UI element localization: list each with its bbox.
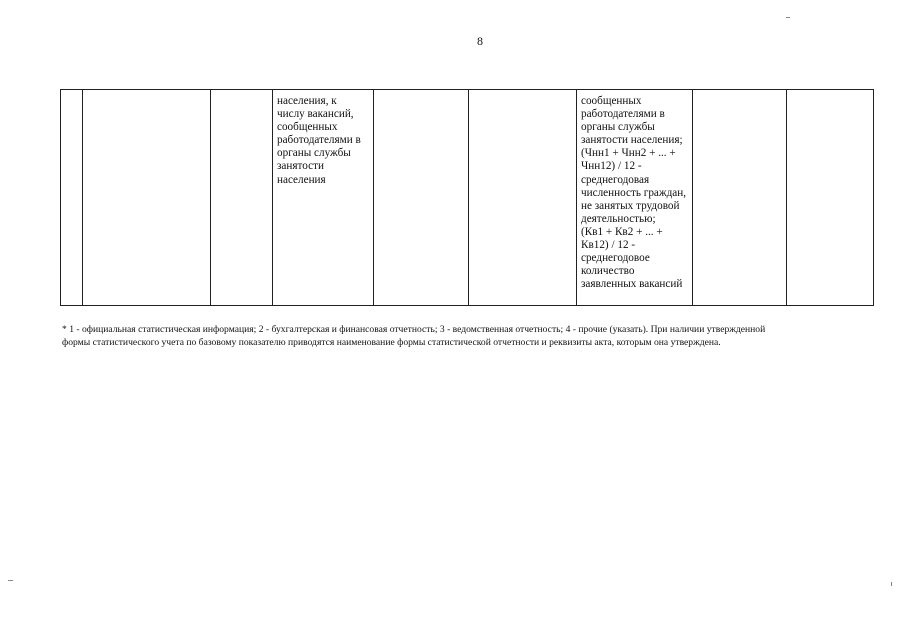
indicator-table bbox=[60, 89, 874, 306]
table-cell bbox=[374, 90, 469, 306]
table-cell bbox=[693, 90, 787, 306]
footnote-line: * 1 - официальная статистическая информация; 2 - бухгалтерская и финансовая отчетность; 3 - ведомственная отчетность; 4 - прочие (указать). При наличии утвержденной bbox=[62, 324, 766, 335]
table-cell bbox=[211, 90, 273, 306]
scan-mark bbox=[8, 580, 13, 581]
page-number: 8 bbox=[477, 34, 483, 48]
table-cell bbox=[469, 90, 577, 306]
scan-mark bbox=[891, 582, 892, 586]
table-cell bbox=[787, 90, 874, 306]
table-cell bbox=[61, 90, 83, 306]
table-cell: сообщенных работодателями в органы службы занятости населения; (Чнн1 + Чнн2 + ... + Чнн12) / 12 - среднегодовая численность граждан, не занятых трудовой деятельностью; (Кв1 + Кв2 + ... + Кв12) / 12 - среднегодовое количество заявленных вакансий bbox=[577, 90, 693, 306]
footnote-line: формы статистического учета по базовому показателю приводятся наименование формы статистической отчетности и реквизиты акта, которым она утверждена. bbox=[62, 337, 721, 348]
table-cell: населения, к числу вакансий, сообщенных работодателями в органы службы занятости населения bbox=[273, 90, 374, 306]
table-cell bbox=[83, 90, 211, 306]
scan-mark bbox=[786, 17, 790, 18]
footnote bbox=[62, 323, 862, 349]
table-row bbox=[61, 90, 874, 306]
